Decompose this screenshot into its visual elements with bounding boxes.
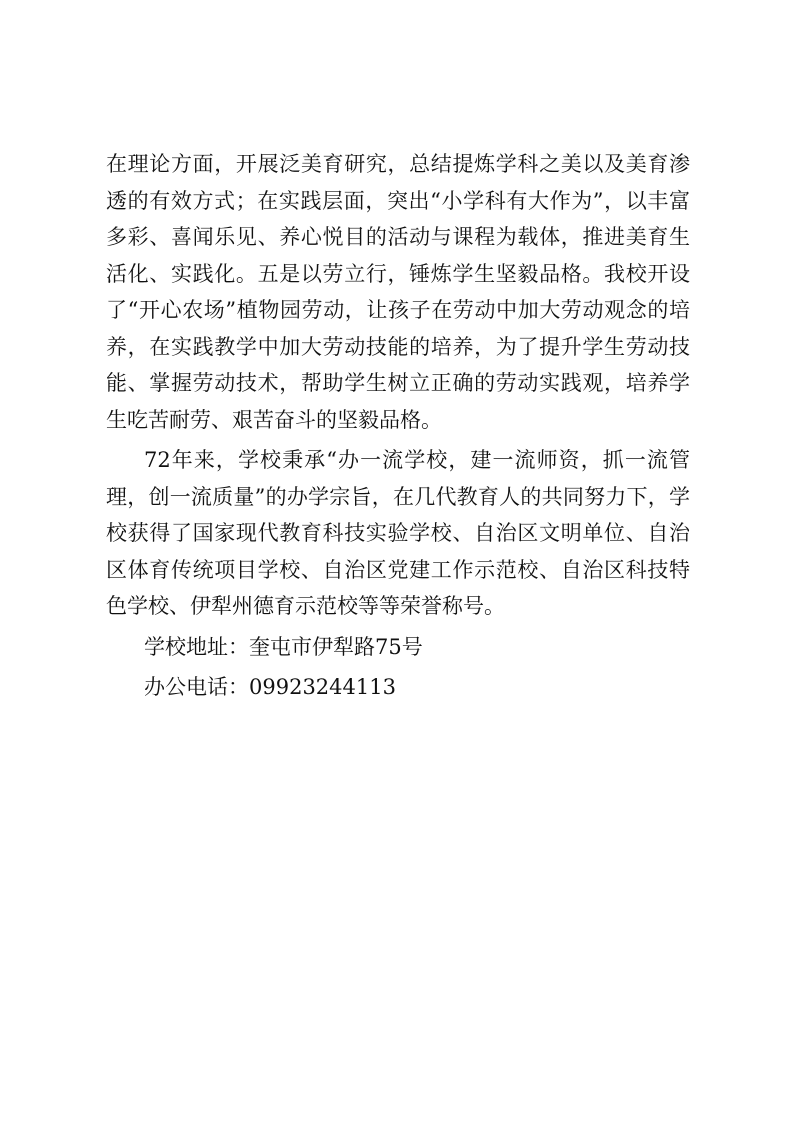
office-phone: 办公电话：09923244113 [144, 675, 396, 699]
school-address: 学校地址：奎屯市伊犁路75号 [144, 634, 423, 659]
paragraph-school-honors: 72年来，学校秉承“办一流学校，建一流师资，抓一流管理，创一流质量”的办学宗旨，在几代教育人的共同努力下，学校获得了国家现代教育科技实验学校、自治区文明单位、自治区体育传统项目学校、自治区党建工作示范校、自治区科技特色学校、伊犁州德育示范校等等荣誉称号。 [106, 448, 690, 618]
paragraph-aesthetic-labor-education: 在理论方面，开展泛美育研究，总结提炼学科之美以及美育渗透的有效方式；在实践层面，突出“小学科有大作为”，以丰富多彩、喜闻乐见、养心悦目的活动与课程为载体，推进美育生活化、实践化。五是以劳立行，锤炼学生坚毅品格。我校开设了“开心农场”植物园劳动，让孩子在劳动中加大劳动观念的培养，在实践教学中加大劳动技能的培养，为了提升学生劳动技能、掌握劳动技术，帮助学生树立正确的劳动实践观，培养学生吃苦耐劳、艰苦奋斗的坚毅品格。 [106, 152, 690, 432]
document-body [106, 146, 690, 710]
